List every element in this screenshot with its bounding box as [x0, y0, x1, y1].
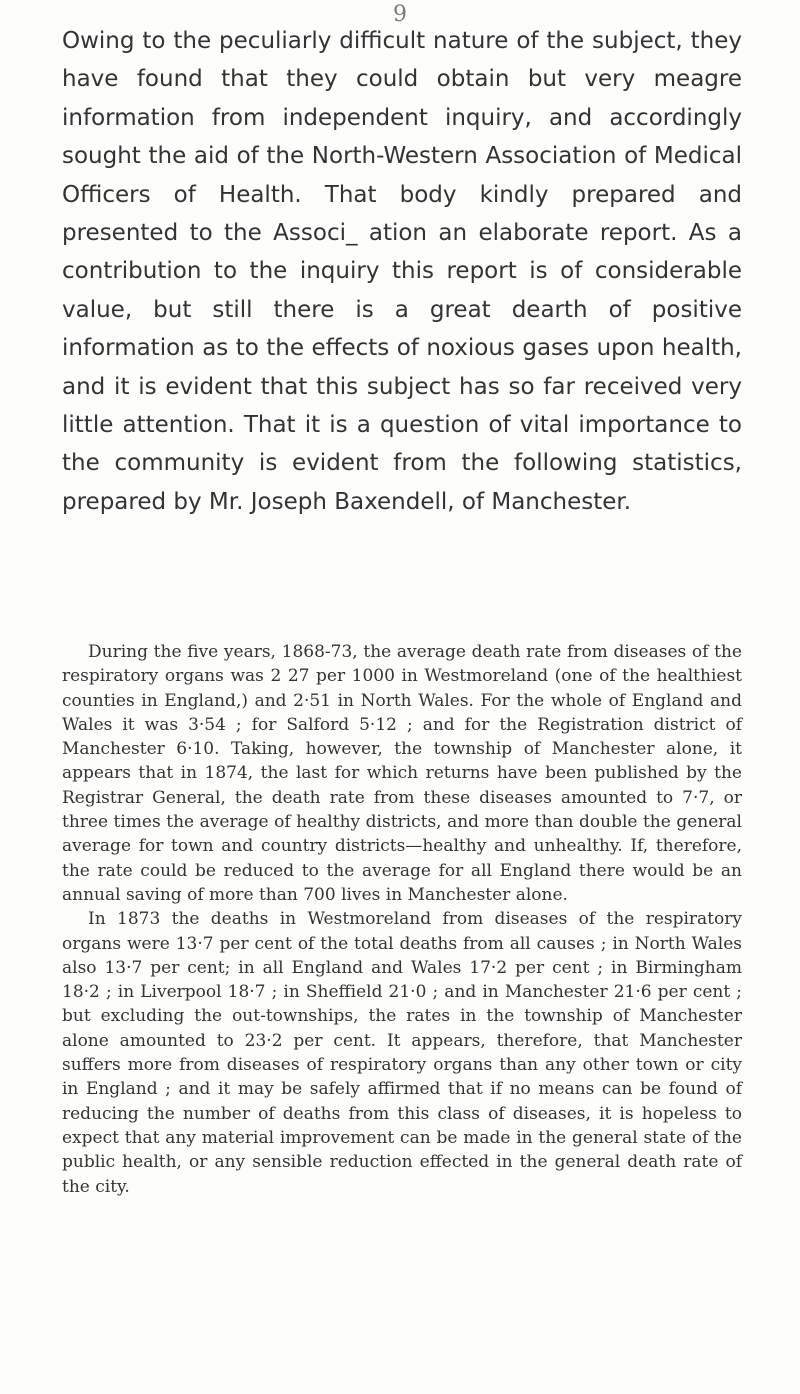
statistics-paragraph-2: In 1873 the deaths in Westmoreland from diseases of the respiratory organs were 13·7 per cent of the total deaths from all causes ; in North Wales also 13·7 per cent; in all England and Wales 17·2 per cent ; in Birmingham 18·2 ; in Liverpool 18·7 ; in Sheffield 21·0 ; and in Manchester 21·6 per cent ; but excluding the out-townships, the rates in the township of Manchester alone amounted to 23·2 per cent. It appears, therefore, that Manchester suffers more from diseases of respiratory organs than any other town or city in England ; and it may be safely affirmed that if no means can be found of reducing the number of deaths from this class of diseases, it is hopeless to expect that any material improvement can be made in the general state of the public health, or any sensible reduction effected in the general death rate of the city.	[62, 909, 742, 1197]
statistics-section	[62, 640, 742, 1199]
intro-section	[62, 22, 742, 521]
statistics-paragraph-1: During the five years, 1868-73, the average death rate from diseases of the respiratory organs was 2 27 per 1000 in Westmoreland (one of the healthiest counties in England,) and 2·51 in North Wales. For the whole of England and Wales it was 3·54 ; for Salford 5·12 ; and for the Registration district of Manchester 6·10. Taking, however, the township of Manchester alone, it appears that in 1874, the last for which returns have been published by the Registrar General, the death rate from these diseases amounted to 7·7, or three times the average of healthy districts, and more than double the general average for town and country districts—healthy and unhealthy. If, therefore, the rate could be reduced to the average for all England there would be an annual saving of more than 700 lives in Manchester alone.	[62, 642, 742, 905]
intro-paragraph: Owing to the peculiarly difficult nature of the subject, they have found that they could obtain but very meagre information from independent inquiry, and accordingly sought the aid of the North-Western Association of Medical Officers of Health. That body kindly prepared and presented to the Associ_ ation an elaborate report. As a contribution to the inquiry this report is of considerable value, but still there is a great dearth of positive information as to the effects of noxious gases upon health, and it is evident that this subject has so far received very little attention. That it is a question of vital importance to the community is evident from the following statistics, prepared by Mr. Joseph Baxendell, of Manchester.	[62, 28, 742, 515]
page-number: 9	[393, 2, 407, 27]
